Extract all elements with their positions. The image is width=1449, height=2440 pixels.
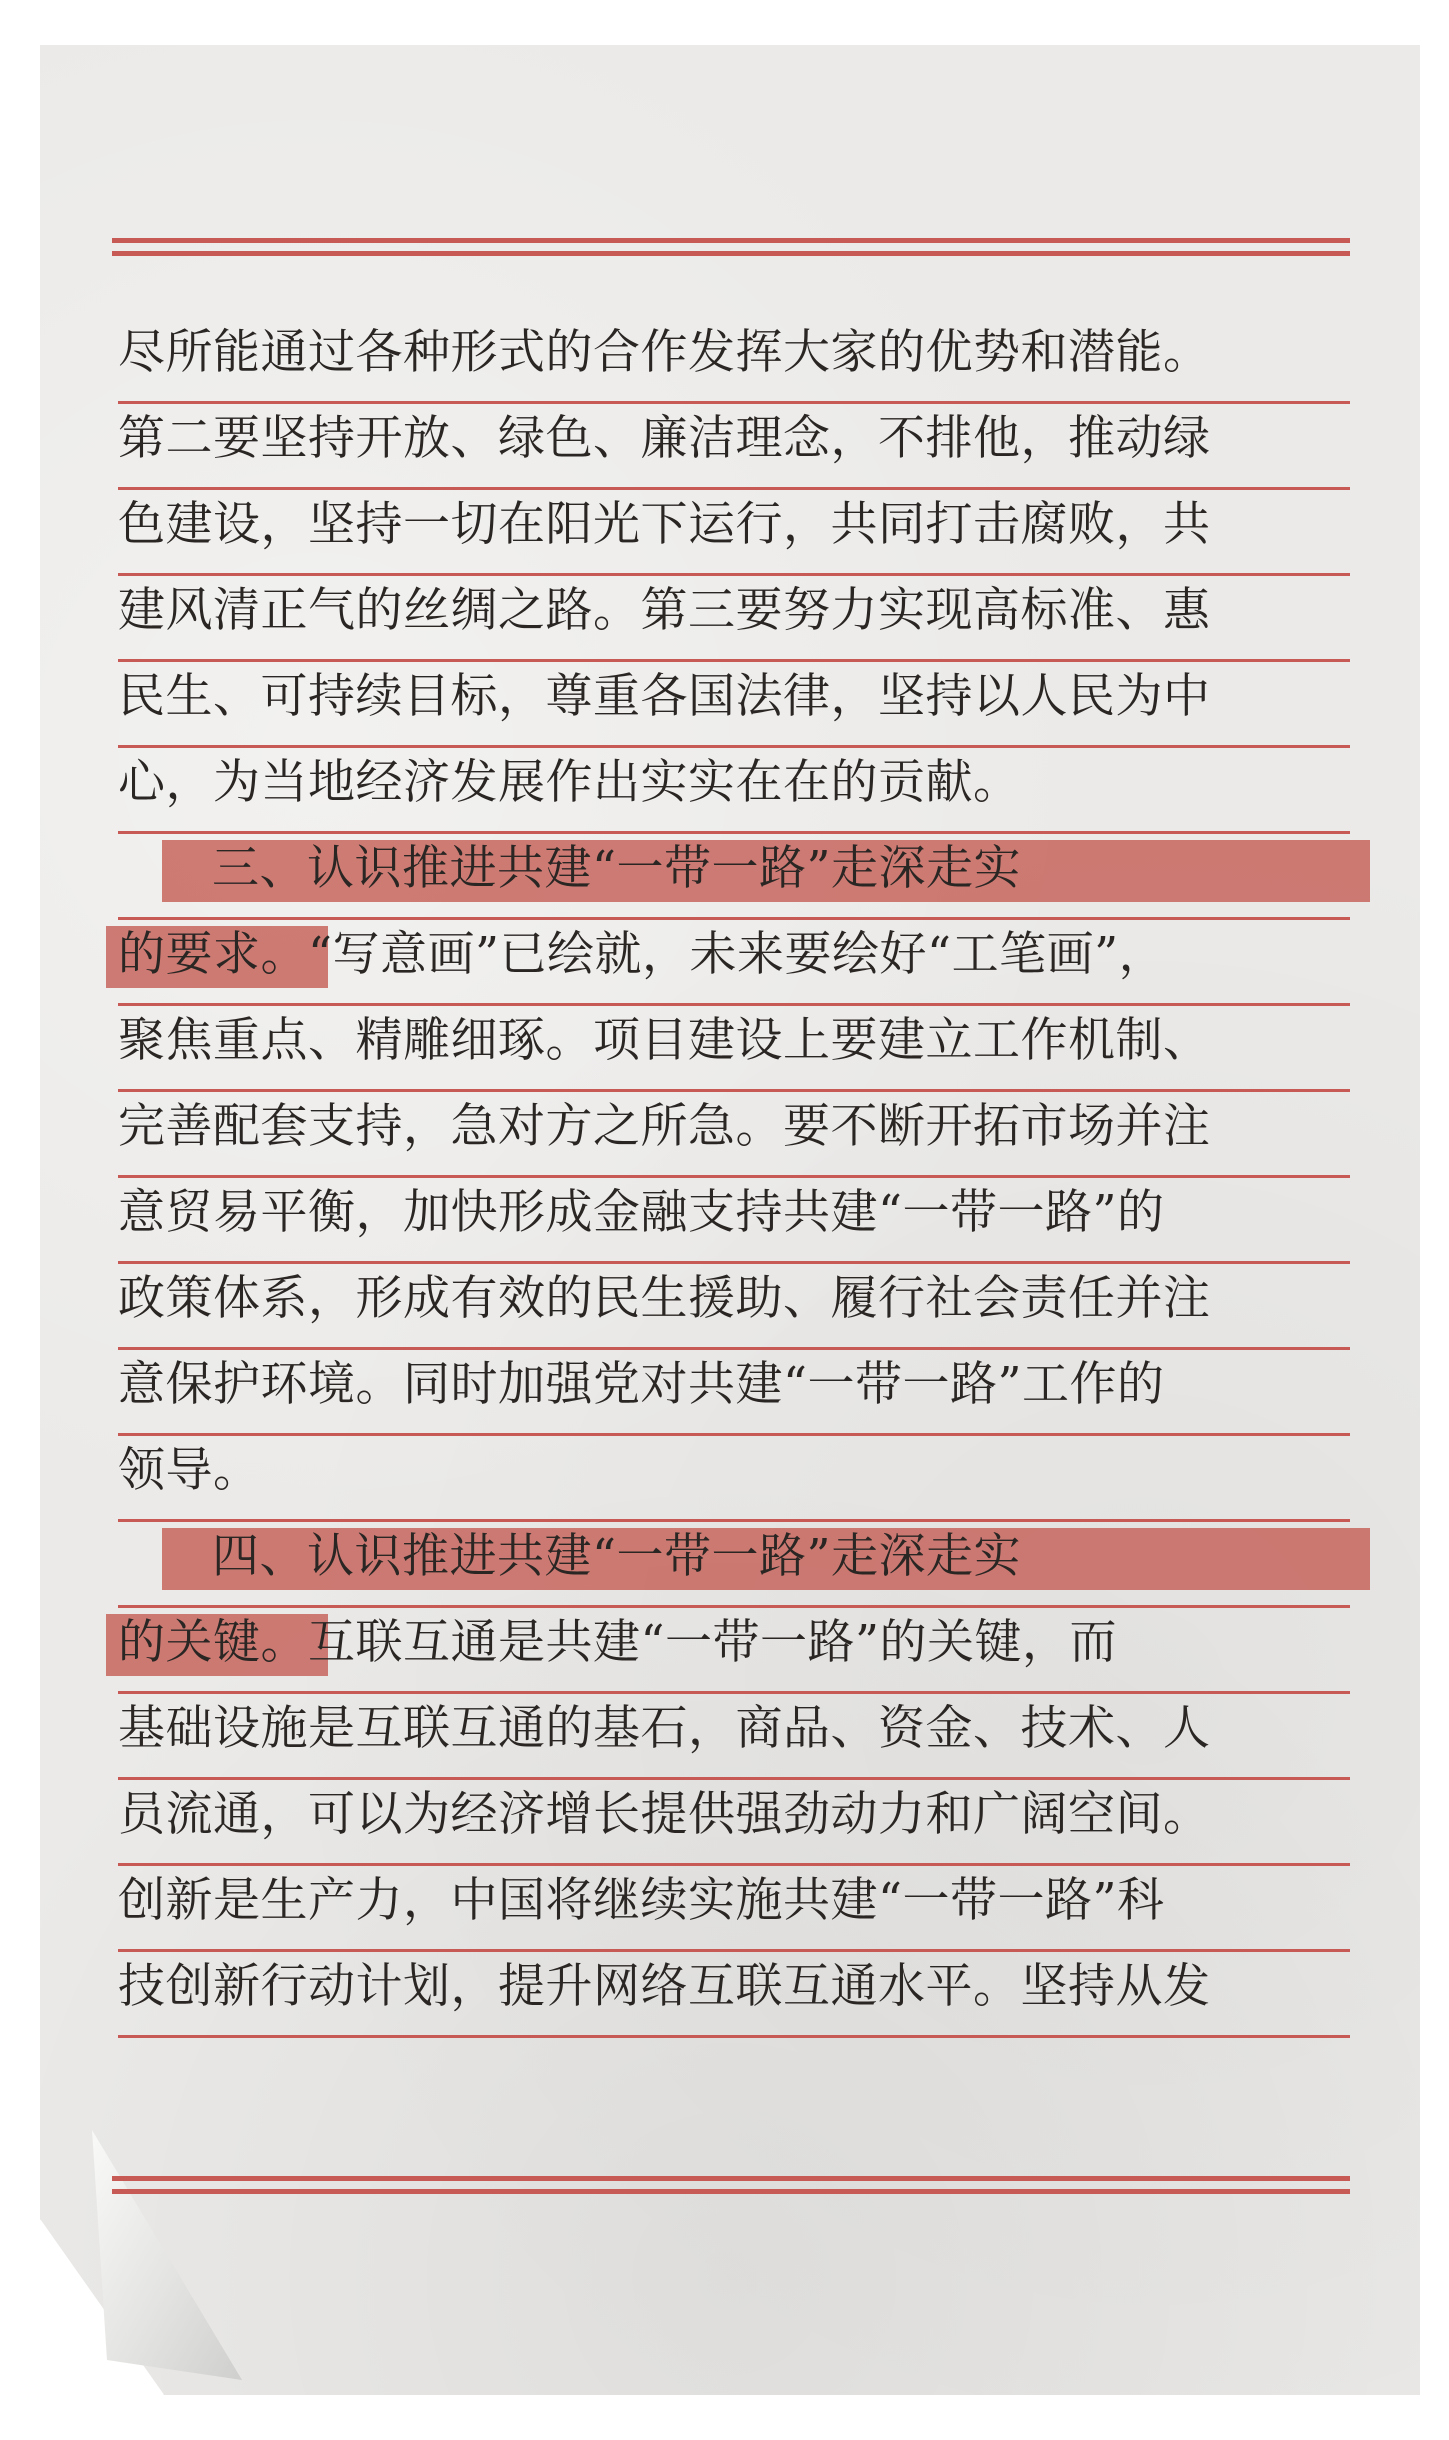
text-line: 意保护环境。同时加强党对共建“一带一路”工作的: [118, 1350, 1350, 1436]
section3-heading: 三、认识推进共建“一带一路”走深走实: [212, 841, 1022, 896]
section3-text: “写意画”已绘就，未来要绘好“工笔画”，: [308, 927, 1167, 982]
section4-text: 互联互通是共建“一带一路”的关键，而: [308, 1615, 1118, 1670]
section3-heading-line: [118, 834, 1350, 920]
section3-heading-end: 的要求。: [118, 927, 308, 982]
text-line: 领导。: [118, 1436, 1350, 1522]
text-line: 政策体系，形成有效的民生援助、履行社会责任并注: [118, 1264, 1350, 1350]
text-line: 聚焦重点、精雕细琢。项目建设上要建立工作机制、: [118, 1006, 1350, 1092]
text-line: 意贸易平衡，加快形成金融支持共建“一带一路”的: [118, 1178, 1350, 1264]
text-line: 技创新行动计划，提升网络互联互通水平。坚持从发: [118, 1952, 1350, 2038]
text-line: 基础设施是互联互通的基石，商品、资金、技术、人: [118, 1694, 1350, 1780]
text-line: 心，为当地经济发展作出实实在在的贡献。: [118, 748, 1350, 834]
top-double-rule: [112, 238, 1350, 256]
section4-heading-line2: [118, 1608, 1350, 1694]
section4-heading: 四、认识推进共建“一带一路”走深走实: [212, 1529, 1022, 1584]
text-line: 建风清正气的丝绸之路。第三要努力实现高标准、惠: [118, 576, 1350, 662]
document-body: [118, 318, 1350, 2038]
text-line: 创新是生产力，中国将继续实施共建“一带一路”科: [118, 1866, 1350, 1952]
bottom-double-rule: [112, 2176, 1350, 2194]
text-line: 色建设，坚持一切在阳光下运行，共同打击腐败，共: [118, 490, 1350, 576]
section4-heading-line: [118, 1522, 1350, 1608]
section3-heading-line2: [118, 920, 1350, 1006]
text-line: 尽所能通过各种形式的合作发挥大家的优势和潜能。: [118, 318, 1350, 404]
text-line: 第二要坚持开放、绿色、廉洁理念，不排他，推动绿: [118, 404, 1350, 490]
section4-heading-end: 的关键。: [118, 1615, 308, 1670]
text-line: 完善配套支持，急对方之所急。要不断开拓市场并注: [118, 1092, 1350, 1178]
text-line: 员流通，可以为经济增长提供强劲动力和广阔空间。: [118, 1780, 1350, 1866]
text-line: 民生、可持续目标，尊重各国法律，坚持以人民为中: [118, 662, 1350, 748]
